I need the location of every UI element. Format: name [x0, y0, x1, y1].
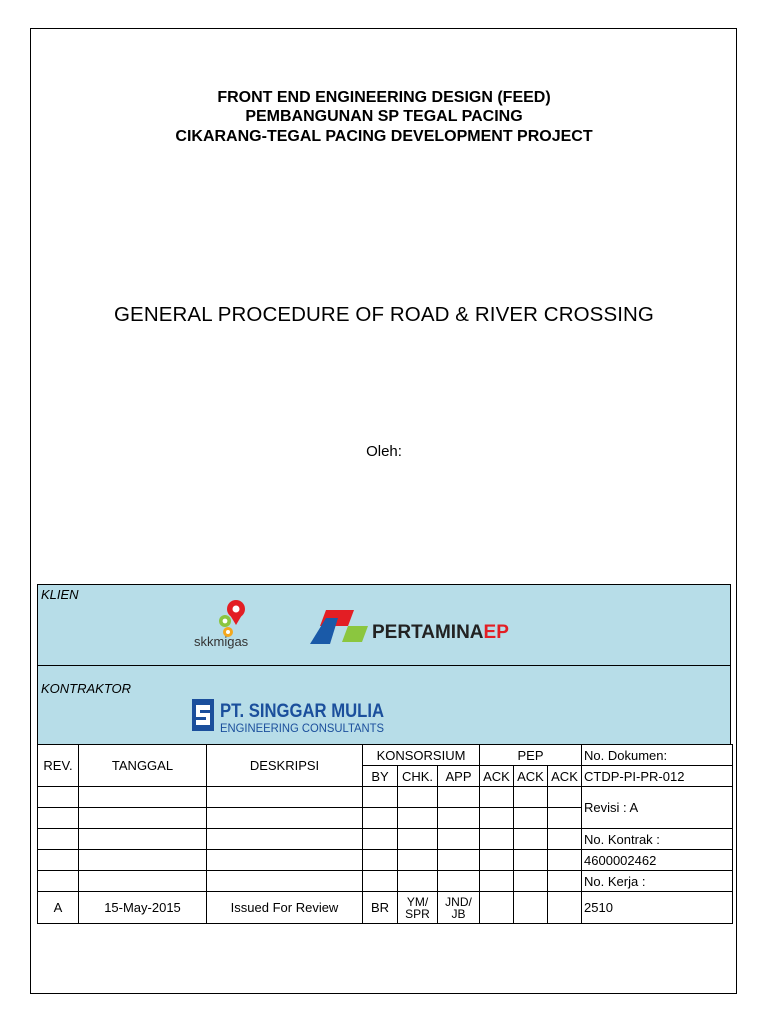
app-cell-line2: JB — [451, 906, 466, 921]
table-row-rev-a — [38, 892, 733, 924]
header-line-1: FRONT END ENGINEERING DESIGN (FEED) — [217, 89, 551, 106]
pertamina-logo-text: PERTAMINAEP — [372, 622, 509, 643]
no-kerja-label: No. Kerja : — [582, 871, 733, 892]
skkmigas-logo-text: skkmigas — [194, 634, 249, 649]
col-rev-header: REV. — [38, 745, 79, 787]
contractor-label: KONTRAKTOR — [41, 681, 132, 696]
rev-cell: A — [38, 892, 79, 924]
col-by-header: BY — [363, 766, 398, 787]
contractor-subtitle: ENGINEERING CONSULTANTS — [220, 723, 385, 735]
header-row-1 — [38, 745, 733, 766]
document-title: GENERAL PROCEDURE OF ROAD & RIVER CROSSING — [114, 303, 654, 326]
table-row — [38, 871, 733, 892]
no-dokumen-label: No. Dokumen: — [582, 745, 733, 766]
chk-cell — [398, 892, 438, 924]
client-label: KLIEN — [41, 587, 79, 602]
col-ack-header-3: ACK — [548, 766, 582, 787]
chk-cell-line2: SPR — [405, 906, 430, 921]
table-row — [38, 787, 733, 808]
col-chk-header: CHK. — [398, 766, 438, 787]
by-cell: BR — [363, 892, 398, 924]
chk-cell-line1: YM/ — [406, 894, 429, 909]
deskripsi-cell: Issued For Review — [207, 892, 363, 924]
col-pep-header: PEP — [480, 745, 582, 766]
singgar-mulia-logo — [190, 697, 400, 735]
revisi-value: Revisi : A — [582, 787, 733, 829]
pertamina-logo-icon — [308, 604, 528, 650]
col-tanggal-header: TANGGAL — [79, 745, 207, 787]
col-app-header: APP — [438, 766, 480, 787]
skkmigas-logo-icon — [190, 598, 280, 650]
no-kontrak-value: 4600002462 — [582, 850, 733, 871]
oleh-label: Oleh: — [366, 443, 402, 460]
tanggal-cell: 15-May-2015 — [79, 892, 207, 924]
col-konsorsium-header: KONSORSIUM — [363, 745, 480, 766]
no-kerja-value: 2510 — [582, 892, 733, 924]
revision-table — [37, 744, 733, 924]
no-dokumen-value: CTDP-PI-PR-012 — [582, 766, 733, 787]
contractor-company: PT. SINGGAR MULIA — [220, 701, 385, 722]
no-kontrak-label: No. Kontrak : — [582, 829, 733, 850]
col-ack-header-1: ACK — [480, 766, 514, 787]
header-line-2: PEMBANGUNAN SP TEGAL PACING — [245, 108, 523, 125]
header-line-3: CIKARANG-TEGAL PACING DEVELOPMENT PROJECT — [175, 128, 593, 145]
singgar-mulia-icon — [192, 699, 214, 731]
app-cell-line1: JND/ — [445, 894, 472, 909]
app-cell — [438, 892, 480, 924]
col-ack-header-2: ACK — [514, 766, 548, 787]
table-row — [38, 850, 733, 871]
col-deskripsi-header: DESKRIPSI — [207, 745, 363, 787]
table-row — [38, 829, 733, 850]
